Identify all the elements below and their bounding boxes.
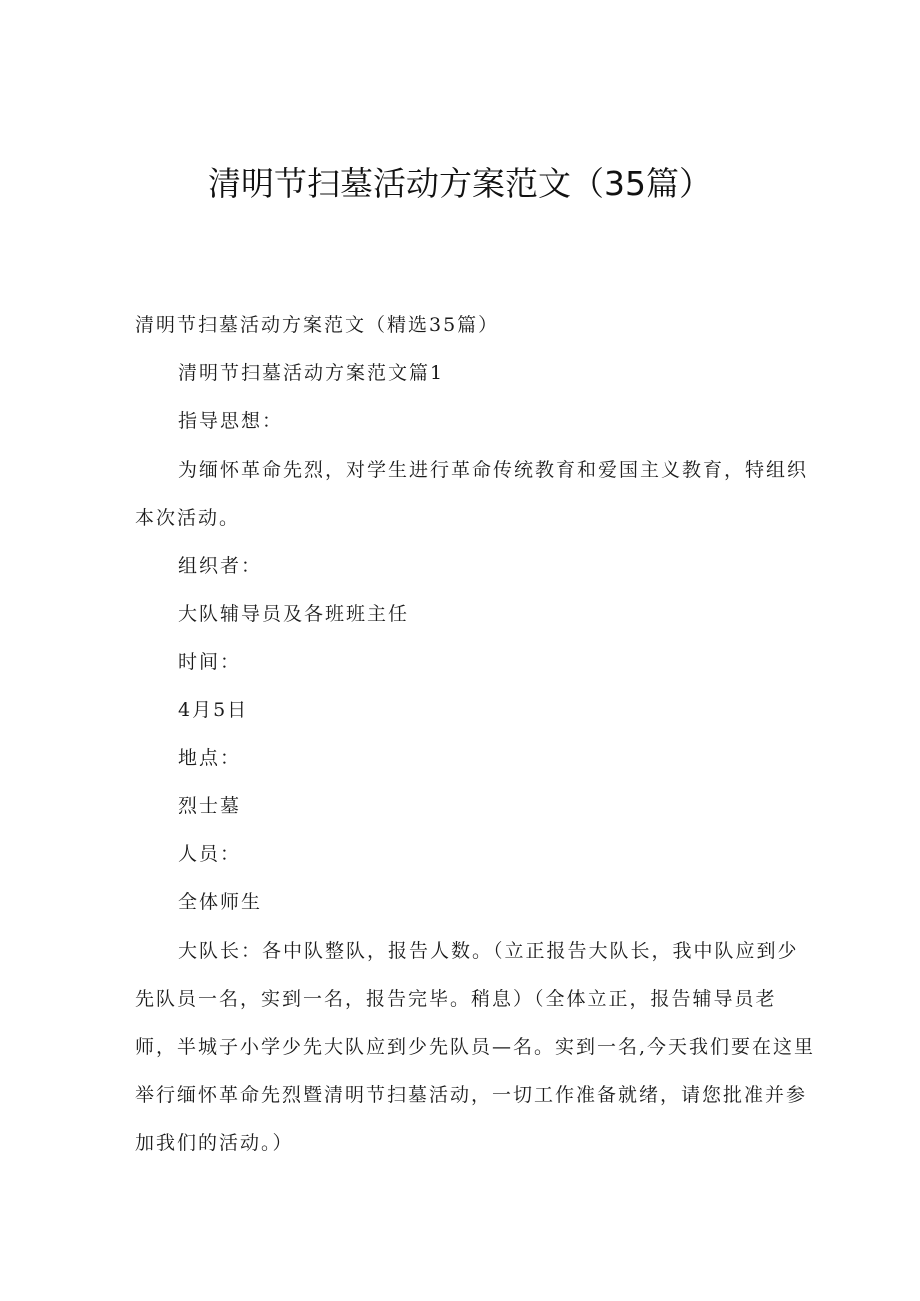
place-value: 烈士墓 xyxy=(178,795,242,817)
guiding-text-line: 为缅怀革命先烈，对学生进行革命传统教育和爱国主义教育，特组织 xyxy=(178,459,809,481)
place-label: 地点： xyxy=(178,747,242,769)
paragraph-line: 举行缅怀革命先烈暨清明节扫墓活动，一切工作准备就绪，请您批准并参 xyxy=(135,1084,808,1106)
paragraph-line: 大队长：各中队整队，报告人数。（立正报告大队长，我中队应到少 xyxy=(178,940,799,962)
people-value: 全体师生 xyxy=(178,891,263,913)
paragraph-line: 加我们的活动。） xyxy=(135,1132,294,1154)
organizer-value: 大队辅导员及各班班主任 xyxy=(178,603,410,625)
paragraph-line: 师，半城子小学少先大队应到少先队员—名。实到一名,今天我们要在这里 xyxy=(135,1036,816,1058)
people-label: 人员： xyxy=(178,843,242,865)
guiding-label: 指导思想： xyxy=(178,410,284,432)
time-label: 时间： xyxy=(178,651,242,673)
document-subtitle: 清明节扫墓活动方案范文（精选35篇） xyxy=(135,314,500,336)
guiding-text-line: 本次活动。 xyxy=(135,507,241,529)
document-title: 清明节扫墓活动方案范文（35篇） xyxy=(208,164,712,203)
organizer-label: 组织者： xyxy=(178,555,263,577)
time-value: 4月5日 xyxy=(178,699,249,721)
paragraph-line: 先队员一名，实到一名，报告完毕。稍息）（全体立正，报告辅导员老 xyxy=(135,988,777,1010)
section-heading: 清明节扫墓活动方案范文篇1 xyxy=(178,362,445,384)
